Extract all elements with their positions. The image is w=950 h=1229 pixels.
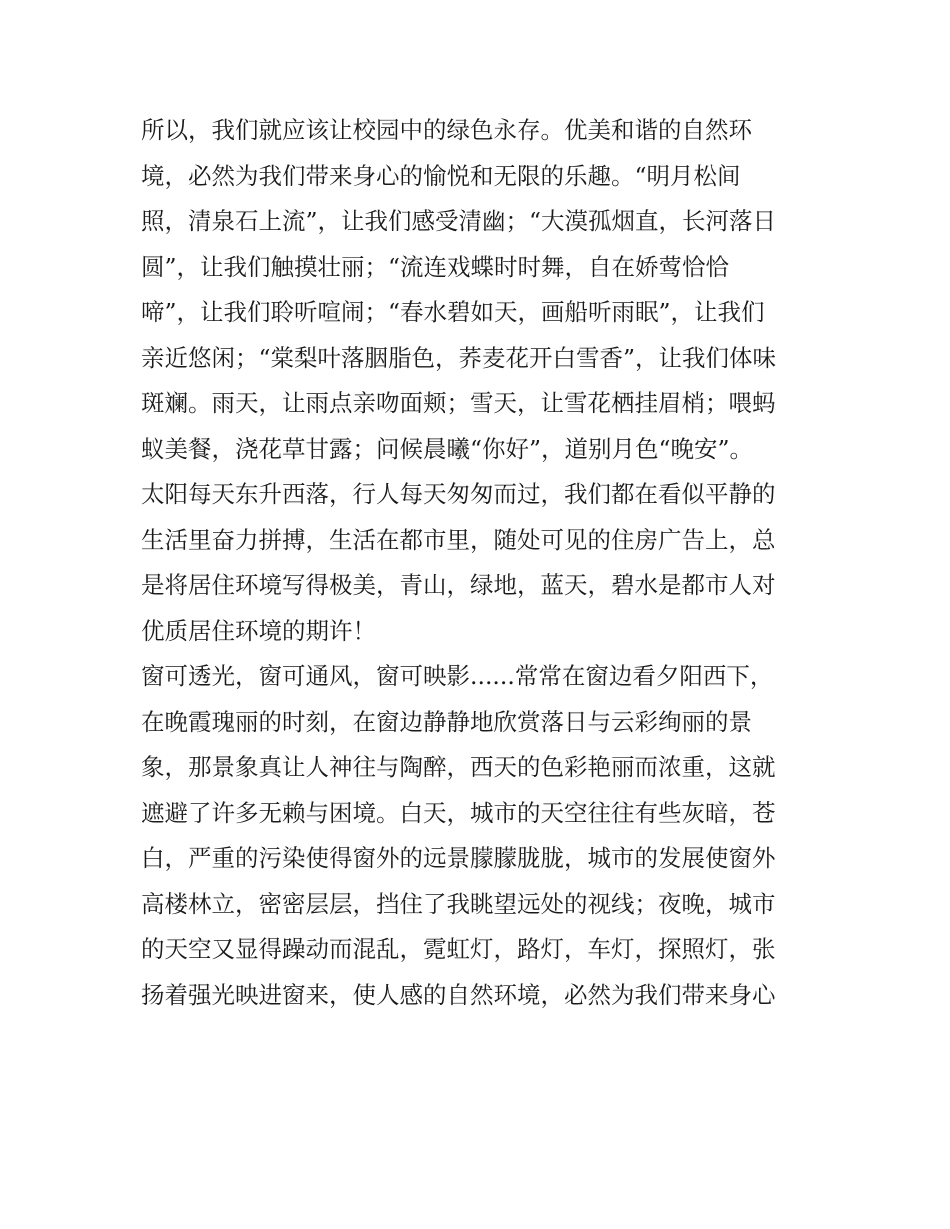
text-line: 生活里奋力拼搏，生活在都市里，随处可见的住房广告上，总 bbox=[141, 525, 776, 554]
text-line: 蚁美餐，浇花草甘露；问候晨曦“你好”，道别月色“晚安”。 bbox=[141, 434, 754, 463]
text-line: 境，必然为我们带来身心的愉悦和无限的乐趣。“明月松间 bbox=[141, 161, 741, 190]
text-line: 是将居住环境写得极美，青山，绿地，蓝天，碧水是都市人对 bbox=[141, 571, 776, 599]
text-line: 窗可透光，窗可通风，窗可映影......常常在窗边看夕阳西下， bbox=[141, 662, 774, 690]
text-line: 高楼林立，密密层层，挡住了我眺望远处的视线；夜晚，城市 bbox=[141, 889, 776, 918]
text-line: 象，那景象真让人神往与陶醉，西天的色彩艳丽而浓重，这就 bbox=[141, 753, 776, 781]
text-line: 圆”，让我们触摸壮丽；“流连戏蝶时时舞，自在娇莺恰恰 bbox=[141, 252, 730, 281]
text-line: 所以，我们就应该让校园中的绿色永存。优美和谐的自然环 bbox=[141, 116, 752, 144]
text-line: 照，清泉石上流”，让我们感受清幽；“大漠孤烟直，长河落日 bbox=[141, 207, 777, 235]
text-line: 的天空又显得躁动而混乱，霓虹灯，路灯，车灯，探照灯，张 bbox=[141, 935, 776, 963]
text-line: 斑斓。雨天，让雨点亲吻面颊；雪天，让雪花栖挂眉梢；喂蚂 bbox=[141, 389, 776, 417]
text-line: 在晚霞瑰丽的时刻，在窗边静静地欣赏落日与云彩绚丽的景 bbox=[141, 707, 752, 736]
text-line: 啼”，让我们聆听喧闹；“春水碧如天，画船听雨眠”，让我们 bbox=[141, 298, 765, 326]
text-line: 优质居住环境的期许！ bbox=[141, 616, 376, 645]
text-line: 扬着强光映进窗来，使人感的自然环境，必然为我们带来身心 bbox=[141, 980, 776, 1009]
text-line: 遮避了许多无赖与困境。白天，城市的天空往往有些灰暗，苍 bbox=[141, 798, 776, 827]
text-line: 太阳每天东升西落，行人每天匆匆而过，我们都在看似平静的 bbox=[141, 480, 776, 508]
body-text bbox=[141, 108, 821, 1018]
text-line: 白，严重的污染使得窗外的远景朦朦胧胧，城市的发展使窗外 bbox=[141, 844, 776, 872]
text-line: 亲近悠闲；“棠梨叶落胭脂色，荞麦花开白雪香”，让我们体味 bbox=[141, 343, 777, 372]
